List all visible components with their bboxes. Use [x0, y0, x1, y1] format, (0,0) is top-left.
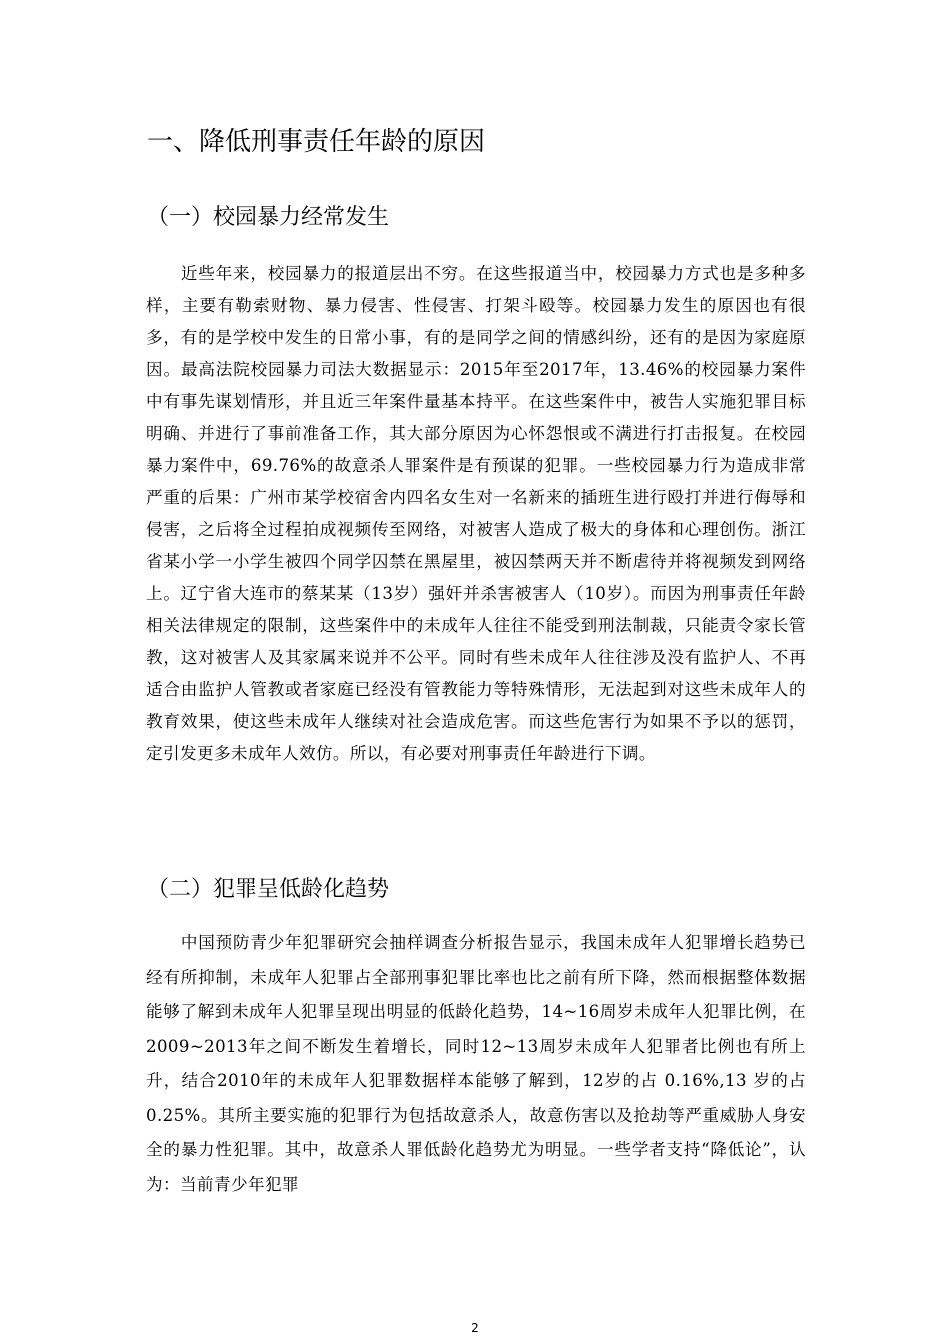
page-number: 2 — [471, 1321, 479, 1335]
section-1-paragraph: 近些年来，校园暴力的报道层出不穷。在这些报道当中，校园暴力方式也是多种多样，主要有勒索财物、暴力侵害、性侵害、打架斗殴等。校园暴力发生的原因也有很多，有的是学校中发生的日常小事，有的是同学之间的情感纠纷，还有的是因为家庭原因。最高法院校园暴力司法大数据显示：2015年至2017年，13.46%的校园暴力案件中有事先谋划情形，并且近三年案件量基本持平。在这些案件中，被告人实施犯罪目标明确、并进行了事前准备工作，其大部分原因为心怀怨恨或不满进行打击报复。在校园暴力案件中，69.76%的故意杀人罪案件是有预谋的犯罪。一些校园暴力行为造成非常严重的后果：广州市某学校宿舍内四名女生对一名新来的插班生进行殴打并进行侮辱和侵害，之后将全过程拍成视频传至网络，对被害人造成了极大的身体和心理创伤。浙江省某小学一小学生被四个同学囚禁在黑屋里，被囚禁两天并不断虐待并将视频发到网络上。辽宁省大连市的蔡某某（13岁）强奸并杀害被害人（10岁）。而因为刑事责任年龄相关法律规定的限制，这些案件中的未成年人往往不能受到刑法制裁，只能责令家长管教，这对被害人及其家属来说并不公平。同时有些未成年人往往涉及没有监护人、不再适合由监护人管教或者家庭已经没有管教能力等特殊情形，无法起到对这些未成年人的教育效果，使这些未成年人继续对社会造成危害。而这些危害行为如果不予以的惩罚，定引发更多未成年人效仿。所以，有必要对刑事责任年龄进行下调。 — [146, 264, 806, 763]
section-2-paragraph: 中国预防青少年犯罪研究会抽样调查分析报告显示，我国未成年人犯罪增长趋势已经有所抑制，未成年人犯罪占全部刑事犯罪比率也比之前有所下降，然而根据整体数据能够了解到未成年人犯罪呈现出明显的低龄化趋势，14~16周岁未成年人犯罪比例，在2009~2013年之间不断发生着增长，同时12~13周岁未成年人犯罪者比例也有所上升，结合2010年的未成年人犯罪数据样本能够了解到，12岁的占 0.16%,13 岁的占 0.25%。其所主要实施的犯罪行为包括故意杀人，故意伤害以及抢劫等严重威胁人身安全的暴力性犯罪。其中，故意杀人罪低龄化趋势尤为明显。一些学者支持“降低论”，认为：当前青少年犯罪 — [146, 933, 806, 1194]
page-heading: 一、降低刑事责任年龄的原因 — [147, 127, 486, 157]
section-1-title: （一）校园暴力经常发生 — [147, 205, 390, 230]
section-2-title: （二）犯罪呈低龄化趋势 — [147, 877, 390, 902]
